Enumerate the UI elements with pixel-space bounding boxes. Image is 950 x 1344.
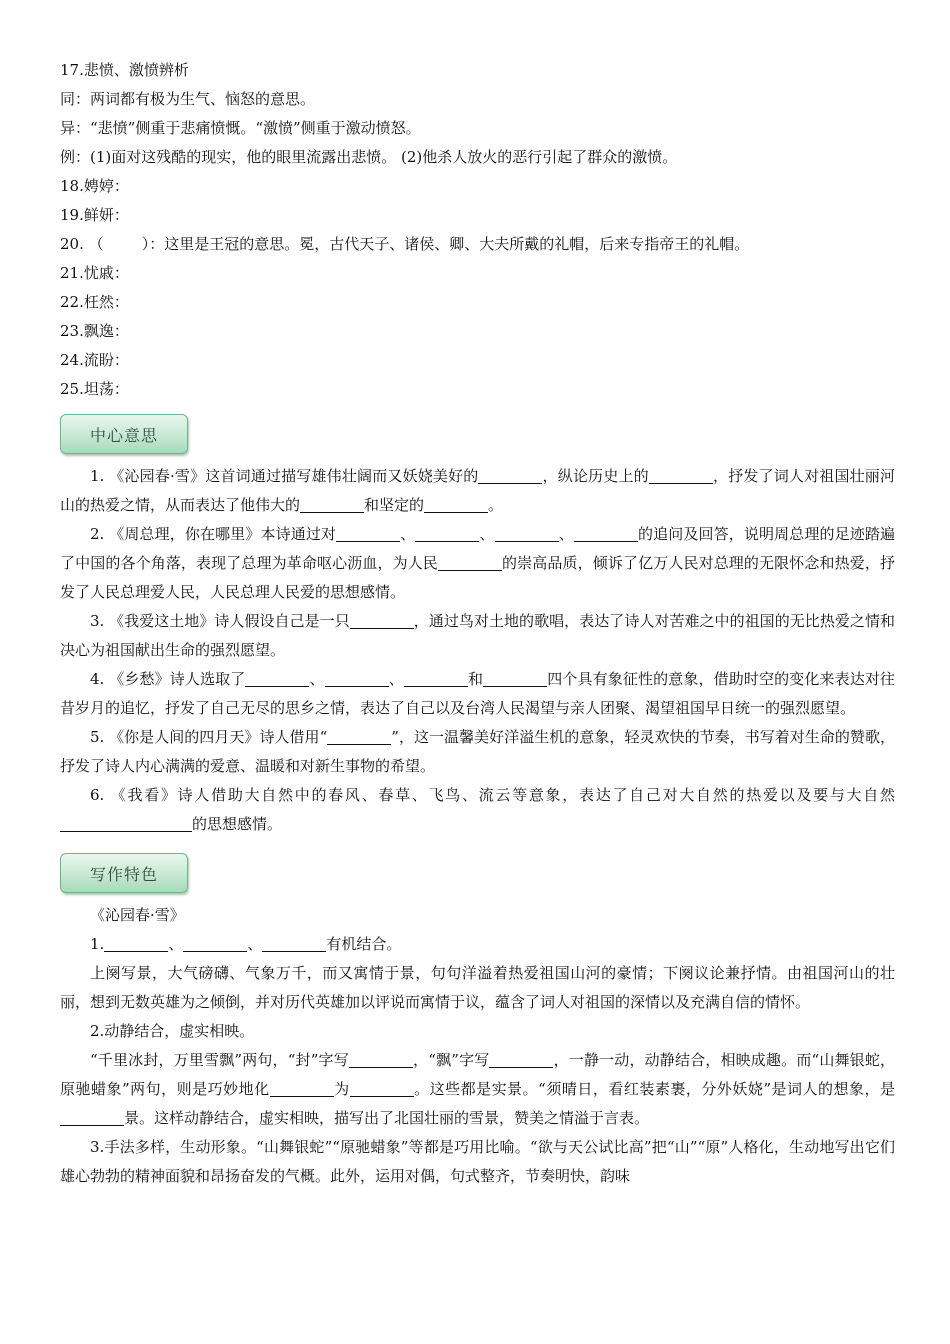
fill-blank[interactable] <box>478 467 542 484</box>
vocab-item-21: 21.忧戚： <box>60 264 129 282</box>
center-paragraph-6 <box>60 781 895 839</box>
center-p2-text-b: 的追问及回答，说明周总理的足迹踏遍了中国的各个角落，表现了总理为革命呕心沥血，为人民 <box>60 525 895 572</box>
center-p4-sep: 、 <box>388 670 404 688</box>
fill-blank[interactable] <box>404 670 468 687</box>
writing-point-2-title: 2.动静结合，虚实相映。 <box>90 1022 255 1040</box>
center-p4-text-b: 四个具有象征性的意象，借助时空的变化来表达对往昔岁月的追忆，抒发了自己无尽的思乡之情，表达了自己以及台湾人民渴望与亲人团聚、渴望祖国早日统一的强烈愿望。 <box>60 670 895 717</box>
fill-blank[interactable] <box>350 1080 414 1097</box>
fill-blank[interactable] <box>262 935 326 952</box>
fill-blank[interactable] <box>424 496 488 513</box>
vocab-item-24: 24.流盼： <box>60 351 129 369</box>
fill-blank[interactable] <box>438 554 502 571</box>
fill-blank[interactable] <box>245 670 309 687</box>
writing-s2-text-d: 为 <box>333 1080 350 1098</box>
center-p2-sep: 、 <box>558 525 574 543</box>
center-p2-text-a: 2. 《周总理，你在哪里》本诗通过对 <box>90 525 337 543</box>
section-center-header <box>60 410 895 458</box>
fill-blank[interactable] <box>325 670 389 687</box>
vocab-item-17-same: 同：两词都有极为生气、恼怒的意思。 <box>60 90 316 108</box>
writing-s1-sep: 、 <box>247 935 263 953</box>
fill-blank[interactable] <box>350 612 414 629</box>
center-p1-text-a: 1. 《沁园春·雪》这首词通过描写雄伟壮阔而又妖娆美好的 <box>90 467 479 485</box>
document-page <box>60 56 895 1191</box>
vocab-item-17-example: 例：(1)面对这残酷的现实，他的眼里流露出悲愤。 (2)他杀人放火的恶行引起了群众的激愤。 <box>60 148 678 166</box>
section-writing-header <box>60 849 895 897</box>
fill-blank[interactable] <box>327 728 391 745</box>
center-p6-text-a: 6. 《我看》诗人借助大自然中的春风、春草、飞鸟、流云等意象，表达了自己对大自然的热爱以及要与大自然 <box>90 786 895 804</box>
center-p4-and: 和 <box>467 670 484 688</box>
fill-blank[interactable] <box>300 496 364 513</box>
section-writing-badge: 写作特色 <box>60 853 188 893</box>
vocab-item-22: 22.枉然： <box>60 293 129 311</box>
fill-blank[interactable] <box>270 1080 334 1097</box>
vocab-item-18: 18.娉婷： <box>60 177 129 195</box>
vocab-item-25: 25.坦荡： <box>60 380 129 398</box>
fill-blank[interactable] <box>649 467 713 484</box>
fill-blank[interactable] <box>60 1109 124 1126</box>
fill-blank[interactable] <box>483 670 547 687</box>
fill-blank[interactable] <box>336 525 400 542</box>
vocab-item-17-diff: 异：“悲愤”侧重于悲痛愤慨。“激愤”侧重于激动愤怒。 <box>60 119 421 137</box>
fill-blank[interactable] <box>495 525 559 542</box>
center-paragraph-2 <box>60 520 895 607</box>
fill-blank[interactable] <box>60 815 192 832</box>
center-p2-sep: 、 <box>400 525 416 543</box>
writing-point-1 <box>60 930 895 959</box>
center-p5-text-a: 5. 《你是人间的四月天》诗人借用“ <box>90 728 328 746</box>
center-p4-text-a: 4. 《乡愁》诗人选取了 <box>90 670 246 688</box>
center-p1-text-c: ，抒发了词人对祖国壮丽河山的热爱之情，从而表达了他伟大的 <box>60 467 895 514</box>
fill-blank[interactable] <box>104 935 168 952</box>
writing-poem-title: 《沁园春·雪》 <box>90 906 185 924</box>
vocab-item-20: 20. （ ）：这里是王冠的意思。冕，古代天子、诸侯、卿、大夫所戴的礼帽，后来专指帝王的礼帽。 <box>60 235 750 253</box>
center-p2-sep: 、 <box>479 525 495 543</box>
center-paragraph-4 <box>60 665 895 723</box>
fill-blank[interactable] <box>574 525 638 542</box>
writing-s2-text-e: 。这些都是实景。“须晴日，看红装素裹，分外妖娆”是词人的想象，是 <box>413 1080 895 1098</box>
center-p2-text-c: 的崇高品质，倾诉了亿万人民对总理的无限怀念和热爱，抒发了人民总理爱人民，人民总理人民爱的思想感情。 <box>60 554 895 601</box>
center-paragraph-1 <box>60 462 895 520</box>
writing-point-2-body <box>60 1046 895 1133</box>
center-p1-text-e: 。 <box>488 496 504 514</box>
center-p3-text-a: 3. 《我爱这土地》诗人假设自己是一只 <box>90 612 350 630</box>
fill-blank[interactable] <box>489 1051 553 1068</box>
fill-blank[interactable] <box>183 935 247 952</box>
writing-s1-num: 1. <box>90 935 105 953</box>
vocab-item-19: 19.鲜妍： <box>60 206 129 224</box>
center-p1-text-b: ，纵论历史上的 <box>542 467 649 485</box>
writing-point-1-body: 上阕写景，大气磅礴、气象万千，而又寓情于景，句句洋溢着热爱祖国山河的豪情；下阕议论兼抒情。由祖国河山的壮丽，想到无数英雄为之倾倒，并对历代英雄加以评说而寓情于议，蕴含了词人对祖国的深情以及充满自信的情怀。 <box>60 964 895 1011</box>
writing-s2-text-f: 景。这样动静结合，虚实相映，描写出了北国壮丽的雪景，赞美之情溢于言表。 <box>124 1109 650 1127</box>
fill-blank[interactable] <box>349 1051 413 1068</box>
center-paragraph-5 <box>60 723 895 781</box>
writing-s1-sep: 、 <box>168 935 184 953</box>
vocab-item-23: 23.飘逸： <box>60 322 129 340</box>
vocab-item-17: 17.悲愤、激愤辨析 <box>60 61 189 79</box>
section-center-badge: 中心意思 <box>60 414 188 454</box>
center-p4-sep: 、 <box>309 670 325 688</box>
writing-s2-text-b: ，“飘”字写 <box>412 1051 490 1069</box>
writing-s2-text-a: “千里冰封，万里雪飘”两句，“封”字写 <box>90 1051 349 1069</box>
center-paragraph-3 <box>60 607 895 665</box>
writing-point-3: 3.手法多样，生动形象。“山舞银蛇”“原驰蜡象”等都是巧用比喻。“欲与天公试比高”把“山”“原”人格化，生动地写出它们雄心勃勃的精神面貌和昂扬奋发的气概。此外，运用对偶，句式整齐，节奏明快，韵味 <box>60 1138 895 1185</box>
center-p1-text-d: 和坚定的 <box>364 496 425 514</box>
center-p3-text-b: ，通过鸟对土地的歌唱，表达了诗人对苦难之中的祖国的无比热爱之情和决心为祖国献出生命的强烈愿望。 <box>60 612 895 659</box>
fill-blank[interactable] <box>415 525 479 542</box>
writing-s1-text: 有机结合。 <box>326 935 402 953</box>
center-p6-text-b: 的思想感情。 <box>192 815 283 833</box>
center-p5-text-b: ”，这一温馨美好洋溢生机的意象，轻灵欢快的节奏，书写着对生命的赞歌，抒发了诗人内心满满的爱意、温暖和对新生事物的希望。 <box>60 728 895 775</box>
writing-s2-text-c: ，一静一动，动静结合，相映成趣。而“山舞银蛇，原驰蜡象”两句，则是巧妙地化 <box>60 1051 896 1098</box>
